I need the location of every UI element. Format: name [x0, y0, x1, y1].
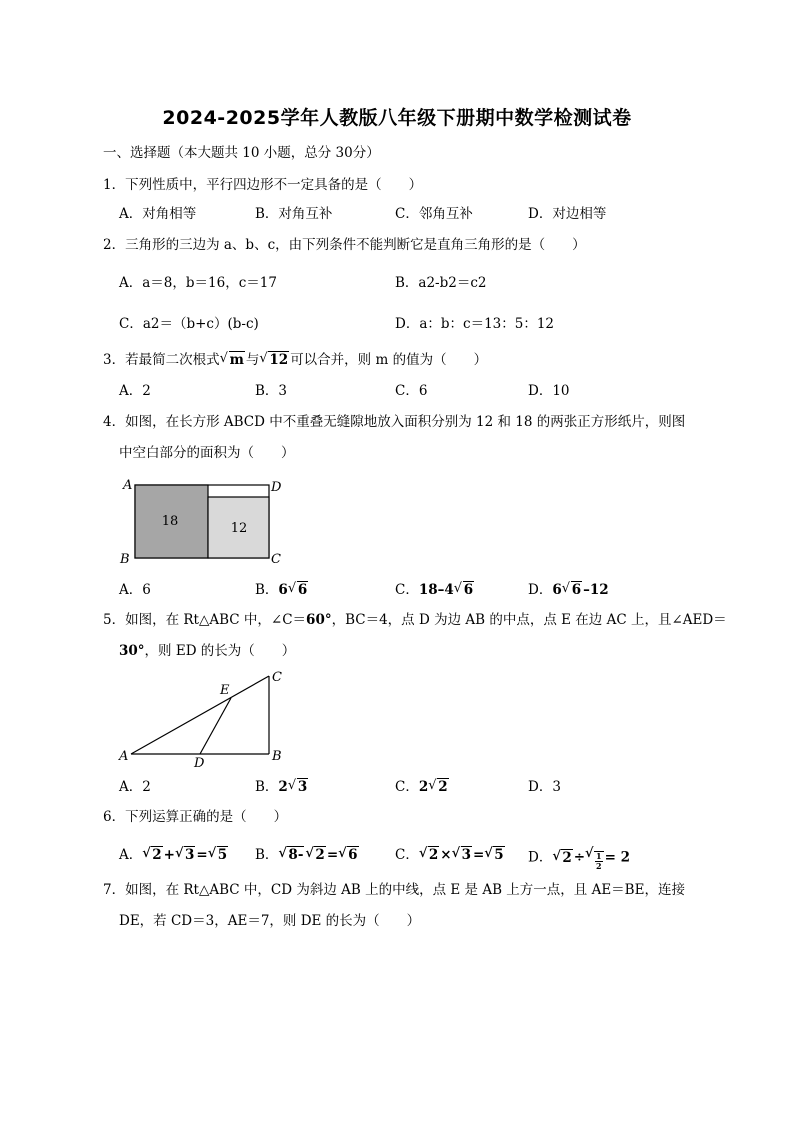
q4-option-c-sqrt [454, 580, 474, 600]
q1-option-a: A．对角相等 [119, 206, 197, 222]
q4-option-a: A．6 [119, 582, 151, 598]
q4-option-b-coef: 6 [278, 582, 288, 598]
question-6-stem: 6．下列运算正确的是（ ） [103, 809, 288, 825]
q6-a-sqrt1 [142, 845, 162, 865]
q6-c-equals: = [472, 847, 485, 863]
q4-option-c-text: 18–4 [418, 582, 454, 598]
q6-d-radicand1: 2 [562, 849, 572, 866]
q6-option-b [255, 845, 360, 865]
q4-option-b-prefix: B． [255, 582, 279, 598]
q6-option-b-prefix: B． [255, 847, 279, 863]
vertex-a: A [123, 478, 133, 493]
q6-b-sqrt2 [305, 845, 325, 865]
q2-option-b: B．a2-b2＝c2 [395, 275, 487, 291]
q6-d-sqrt-fraction [585, 845, 604, 871]
sqrt-12-radicand: 12 [269, 352, 289, 368]
vertex-e: E [220, 683, 230, 698]
label-12: 12 [230, 521, 248, 536]
question-3-stem [103, 350, 487, 370]
q4-rectangle-figure [115, 474, 290, 566]
q6-option-a [119, 845, 229, 865]
q1-option-d: D．对边相等 [528, 206, 607, 222]
q6-b-radicand3: 6 [348, 847, 358, 863]
vertex-d: D [194, 756, 205, 771]
q6-a-radicand2: 3 [184, 847, 195, 863]
q4-option-d-prefix: D． [528, 582, 553, 598]
sqrt-m-radicand: m [229, 352, 244, 368]
q6-option-a-prefix: A． [119, 847, 143, 863]
q4-option-b-sqrt [288, 580, 308, 600]
q6-b-equals: = [326, 847, 339, 863]
q6-option-c-prefix: C． [395, 847, 419, 863]
q2-option-a: A．a＝8，b＝16，c＝17 [119, 275, 277, 291]
exam-title: 2024-2025学年人教版八年级下册期中数学检测试卷 [162, 107, 632, 129]
q5-option-d: D．3 [528, 779, 561, 795]
question-4-stem-line1: 4．如图，在长方形 ABCD 中不重叠无缝隙地放入面积分别为 12 和 18 的两张正方形纸片，则图 [103, 414, 686, 430]
q5-option-c [395, 777, 450, 797]
q3-stem-mid: 与 [245, 352, 260, 368]
question-4-stem-line2: 中空白部分的面积为（ ） [119, 445, 295, 461]
q4-option-b-radicand: 6 [297, 582, 308, 598]
q6-c-radicand1: 2 [428, 847, 439, 863]
q5-angle-60: 60° [306, 612, 332, 628]
q4-option-d-sqrt [562, 580, 582, 600]
q6-option-d [528, 845, 630, 871]
q1-option-c: C．邻角互补 [395, 206, 473, 222]
q5-stem-part1: 5．如图，在 Rt△ABC 中，∠C＝ [103, 612, 307, 628]
q3-option-d: D．10 [528, 383, 570, 399]
vertex-c: C [271, 552, 281, 566]
q6-b-sqrt1 [278, 845, 304, 865]
q5-stem-part3: ，则 ED 的长为（ ） [144, 643, 296, 659]
q6-option-c [395, 845, 506, 865]
q5-option-a: A．2 [119, 779, 151, 795]
q4-option-d [528, 580, 609, 600]
q6-c-sqrt3 [484, 845, 504, 865]
q6-a-radicand1: 2 [152, 847, 162, 863]
q5-option-b-radicand: 3 [297, 779, 308, 795]
q6-a-radicand3: 5 [217, 847, 228, 863]
label-18: 18 [161, 514, 179, 529]
q5-option-c-coef: 2 [418, 779, 429, 795]
q6-b-radicand2: 2 [315, 847, 325, 863]
q4-option-d-tail: –12 [583, 582, 609, 598]
q3-stem-pre: 3．若最简二次根式 [103, 352, 220, 368]
question-2-stem: 2．三角形的三边为 a、b、c，由下列条件不能判断它是直角三角形的是（ ） [103, 237, 586, 253]
question-1-stem: 1．下列性质中，平行四边形不一定具备的是（ ） [103, 177, 423, 193]
question-7-stem-line2: DE，若 CD＝3，AE＝7，则 DE 的长为（ ） [119, 913, 421, 929]
q6-d-sqrt1 [552, 848, 572, 868]
q4-option-c [395, 580, 475, 600]
q6-d-divide: ÷ [573, 849, 586, 866]
q2-option-d: D．a：b：c＝13：5：12 [395, 316, 555, 332]
q4-option-c-radicand: 6 [463, 582, 474, 598]
q4-option-d-coef: 6 [552, 582, 562, 598]
sqrt-m [220, 350, 245, 370]
q5-option-c-sqrt [428, 777, 448, 797]
q4-option-c-prefix: C． [395, 582, 419, 598]
sqrt-12 [259, 350, 289, 370]
section-heading: 一、选择题（本大题共 10 小题，总分 30分） [103, 145, 380, 161]
q6-d-denominator: 2 [596, 861, 602, 871]
q5-option-b-prefix: B． [255, 779, 279, 795]
q6-a-equals: = [196, 847, 208, 863]
question-5-stem-line1 [103, 610, 727, 630]
q6-b-sqrt3 [338, 845, 358, 865]
q2-option-c: C．a2＝（b+c）(b-c) [119, 316, 259, 332]
vertex-a: A [119, 749, 129, 764]
q3-option-b: B．3 [255, 383, 288, 399]
q4-option-b [255, 580, 309, 600]
q6-b-radicand1: 8- [288, 847, 304, 863]
q6-a-sqrt3 [208, 845, 228, 865]
side-ac [131, 676, 269, 754]
q5-option-c-prefix: C． [395, 779, 419, 795]
vertex-d: D [271, 480, 282, 495]
vertex-b: B [272, 749, 282, 764]
q6-option-d-prefix: D． [528, 849, 553, 866]
q6-c-radicand2: 3 [461, 847, 471, 863]
q3-option-c: C．6 [395, 383, 428, 399]
q5-triangle-figure [115, 668, 290, 772]
q3-option-a: A．2 [119, 383, 151, 399]
q6-d-fraction [594, 851, 604, 871]
q6-d-numerator: √ 1 [596, 851, 602, 861]
q6-c-radicand3: 5 [494, 847, 504, 863]
q5-stem-part2: ，BC＝4，点 D 为边 AB 的中点，点 E 在边 AC 上，且∠AED＝ [331, 612, 727, 628]
q1-option-b: B．对角互补 [255, 206, 333, 222]
q6-a-sqrt2 [175, 845, 195, 865]
q6-d-equals: = 2 [604, 849, 631, 866]
q6-c-sqrt1 [419, 845, 439, 865]
q5-option-b [255, 777, 309, 797]
q5-option-b-sqrt [288, 777, 308, 797]
q6-c-times: × [440, 847, 452, 863]
q5-option-b-coef: 2 [278, 779, 288, 795]
question-7-stem-line1: 7．如图，在 Rt△ABC 中，CD 为斜边 AB 上的中线，点 E 是 AB 上方一点，且 AE＝BE，连接 [103, 882, 685, 898]
vertex-c: C [272, 670, 282, 685]
q6-c-sqrt2 [452, 845, 472, 865]
question-5-stem-line2 [119, 641, 295, 661]
q4-option-d-radicand: 6 [571, 582, 582, 598]
q6-a-plus: + [163, 847, 175, 863]
q3-stem-post: 可以合并，则 m 的值为（ ） [290, 352, 488, 368]
vertex-b: B [120, 552, 130, 566]
q5-angle-30: 30° [119, 643, 145, 659]
q5-option-c-radicand: 2 [438, 779, 448, 795]
